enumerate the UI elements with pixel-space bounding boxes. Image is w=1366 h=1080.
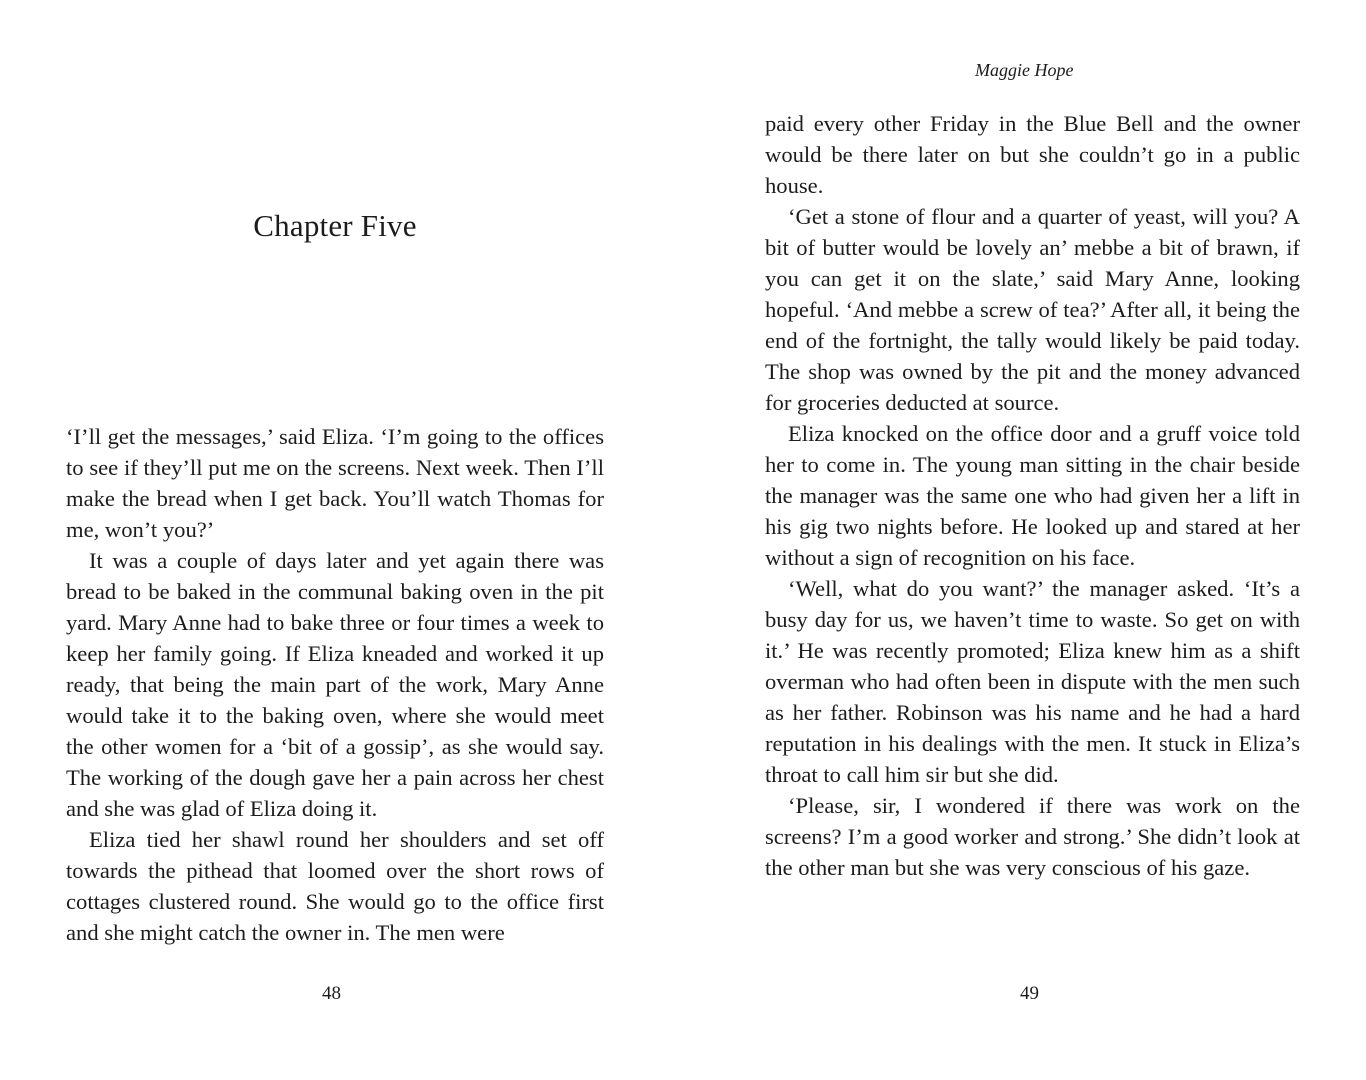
- left-body-text: [66, 421, 604, 948]
- running-head-author: Maggie Hope: [975, 60, 1074, 80]
- paragraph: Eliza tied her shawl round her shoulders and set off towards the pithead that loomed over the short rows of cottages clustered round. She would go to the office first and she might catch the owner in. The men were: [66, 827, 604, 945]
- page-number: 48: [322, 983, 341, 1004]
- chapter-title: Chapter Five: [253, 208, 417, 243]
- paragraph: Eliza knocked on the office door and a gruff voice told her to come in. The young man sitting in the chair beside the manager was the same one who had given her a lift in his gig two nights before. He looked up and stared at her without a sign of recognition on his face.: [765, 421, 1300, 570]
- paragraph: ‘Please, sir, I wondered if there was work on the screens? I’m a good worker and strong.’ She didn’t look at the other man but she was very conscious of his gaze.: [765, 793, 1300, 880]
- right-page: [683, 0, 1366, 1080]
- page-number: 49: [1020, 983, 1039, 1004]
- right-body-text: [765, 108, 1300, 883]
- paragraph: paid every other Friday in the Blue Bell and the owner would be there later on but she couldn’t go in a public house.: [765, 111, 1300, 198]
- paragraph: ‘Get a stone of flour and a quarter of yeast, will you? A bit of butter would be lovely an’ mebbe a bit of brawn, if you can get it on the slate,’ said Mary Anne, looking hopeful. ‘And mebbe a screw of tea?’ After all, it being the end of the fortnight, the tally would likely be paid today. The shop was owned by the pit and the money advanced for groceries deducted at source.: [765, 204, 1300, 415]
- paragraph: It was a couple of days later and yet again there was bread to be baked in the communal baking oven in the pit yard. Mary Anne had to bake three or four times a week to keep her family going. If Eliza kneaded and worked it up ready, that being the main part of the work, Mary Anne would take it to the baking oven, where she would meet the other women for a ‘bit of a gossip’, as she would say. The working of the dough gave her a pain across her chest and she was glad of Eliza doing it.: [66, 548, 604, 821]
- paragraph: ‘I’ll get the messages,’ said Eliza. ‘I’m going to the offices to see if they’ll put me on the screens. Next week. Then I’ll make the bread when I get back. You’ll watch Thomas for me, won’t you?’: [66, 424, 604, 542]
- paragraph: ‘Well, what do you want?’ the manager asked. ‘It’s a busy day for us, we haven’t time to waste. So get on with it.’ He was recently promoted; Eliza knew him as a shift overman who had often been in dispute with the men such as her father. Robinson was his name and he had a hard reputation in his dealings with the men. It stuck in Eliza’s throat to call him sir but she did.: [765, 576, 1300, 787]
